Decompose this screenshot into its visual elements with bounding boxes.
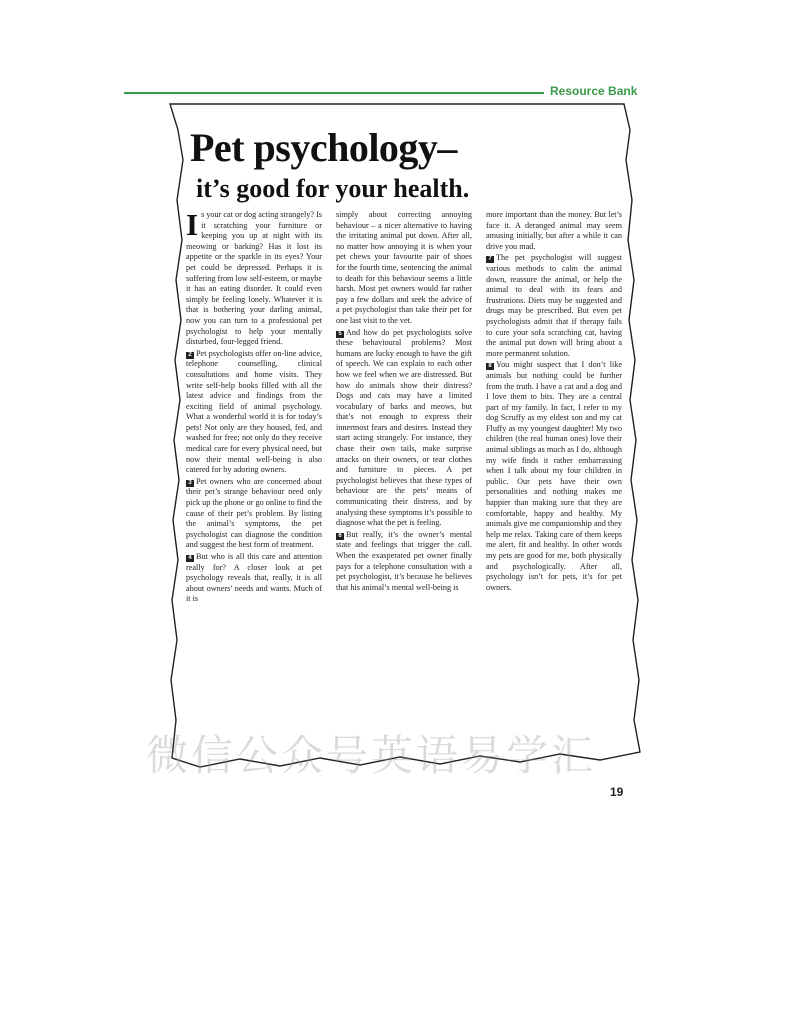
paragraph-number: 2 xyxy=(186,352,194,359)
article-column-1 xyxy=(186,207,322,730)
page-number: 19 xyxy=(610,785,624,799)
paragraph xyxy=(336,530,472,594)
paragraph xyxy=(186,477,322,551)
article-title: Pet psychology– xyxy=(190,125,457,170)
paragraph xyxy=(486,360,622,593)
article-column-3 xyxy=(486,210,622,730)
paragraph-number: 8 xyxy=(486,363,494,370)
paragraph xyxy=(336,328,472,529)
paragraph-text: simply about correcting annoying behaviour – a nicer alternative to having the irritating animal put down. After all, no matter how annoying it is when your pet chews your favourite pair of shoes for the fourth time, sentencing the animal to death for this behaviour seems a little harsh. Most pet owners would far rather pay a few dollars and seek the advice of a pet psychologist than take their pet for one last visit to the vet. xyxy=(336,210,472,325)
paragraph-text: And how do pet psychologists solve these behavioural problems? Most humans are lucky enough to have the gift of speech. We can explain to each other how we feel when we are distressed. But how do animals show their distress? Dogs and cats may have a limited vocabulary of barks and meows, but that’s not enough to express their innermost fears and desires. Instead they start acting strangely. For instance, they chase their own tails, make surprise attacks on their owners, or tear clothes and furniture to pieces. A pet psychologist believes that these types of behaviour are the pets’ means of communicating their distress, and by analysing these symptoms it’s possible to diagnose what the pet is feeling. xyxy=(336,327,472,528)
paragraph xyxy=(486,210,622,252)
paragraph-text: Pet owners who are concerned about their pet’s strange behaviour need only pick up the phone or go online to find the cause of their pet’s problem. By listing the animal’s symptoms, the pet psychologist can diagnose the condition and suggest the best form of treatment. xyxy=(186,476,322,550)
paragraph-number: 5 xyxy=(336,331,344,338)
article-subtitle: it’s good for your health. xyxy=(196,174,470,203)
article-column-2 xyxy=(336,210,472,730)
article-body xyxy=(186,207,622,730)
paragraph-text: more important than the money. But let’s face it. A deranged animal may seem amusing initially, but after a while it can drive you mad. xyxy=(486,210,622,251)
paragraph-number: 7 xyxy=(486,256,494,263)
paragraph-text: But really, it’s the owner’s mental state and feelings that trigger the call. When the exasperated pet owner finally pays for a telephone consultation with a pet psychologist, it’s because he believes that his animal’s mental well-being is xyxy=(336,529,472,592)
paragraph-number: 3 xyxy=(186,480,194,487)
paragraph-text: But who is all this care and attention really for? A closer look at pet psychology reveals that, really, it is all about owners’ needs and wants. Much of it is xyxy=(186,552,322,604)
paragraph xyxy=(186,552,322,605)
paragraph xyxy=(186,207,322,348)
paragraph xyxy=(486,253,622,359)
paragraph-text: You might suspect that I don’t like animals but nothing could be further from the truth. I have a cat and a dog and I love them to bits. They are a central part of my family. In fact, I refer to my dog Scruffy as my eldest son and my cat Fluffy as my youngest daughter! My two children (the real human ones) love their animal siblings as much as I do, although my wife finds it rather embarrassing when I talk about my four children in public. Our pets have their own personalities and nothing makes me happier than making sure that they are comfortable, happy and healthy. My animals give me companionship and they help me relax. Taking care of them keeps me alert, fit and healthy. In other words my pets are good for me, both physically and psychologically. After all, psychology isn’t for pets, it’s for pet owners. xyxy=(486,360,622,592)
header-rule xyxy=(124,92,544,94)
paragraph-text: Pet psychologists offer on-line advice, telephone counselling, clinical consultations and home visits. They write self-help books filled with all the latest advice and findings from the exciting field of animal psychology. What a wonderful world it is for today’s pets! Not only are they housed, fed, and washed for free; not only do they receive medical care for every physical need, but now their mental well-being is also catered for by adoring owners. xyxy=(186,348,322,475)
paragraph xyxy=(186,349,322,476)
paragraph-text: The pet psychologist will suggest various methods to calm the animal down, reassure the animal, or help the animal to deal with its fears and frustrations. Diets may be suggested and drugs may be prescribed. But even pet psychologists admit that if therapy fails to cure your sofa scratching cat, having the animal put down will bring about a more permanent solution. xyxy=(486,253,622,358)
paragraph-number: 4 xyxy=(186,555,194,562)
paragraph-text: s your cat or dog acting strangely? Is it scratching your furniture or keeping you up at night with its meowing or barking? Has it lost its appetite or the sparkle in its eyes? Your pet could be depressed. Perhaps it is suffering from low self-esteem, or maybe it has an eating disorder. It could even simply be feeling lonely. Whatever it is that is bothering your darling animal, now you can turn to a professional pet psychologist to help your mentally disturbed, four-legged friend. xyxy=(186,210,322,347)
paragraph-number: 6 xyxy=(336,533,344,540)
paragraph xyxy=(336,210,472,327)
watermark: 微信公众号英语易学汇 xyxy=(146,731,597,780)
drop-cap: I xyxy=(186,207,199,242)
section-label: Resource Bank xyxy=(550,84,638,98)
